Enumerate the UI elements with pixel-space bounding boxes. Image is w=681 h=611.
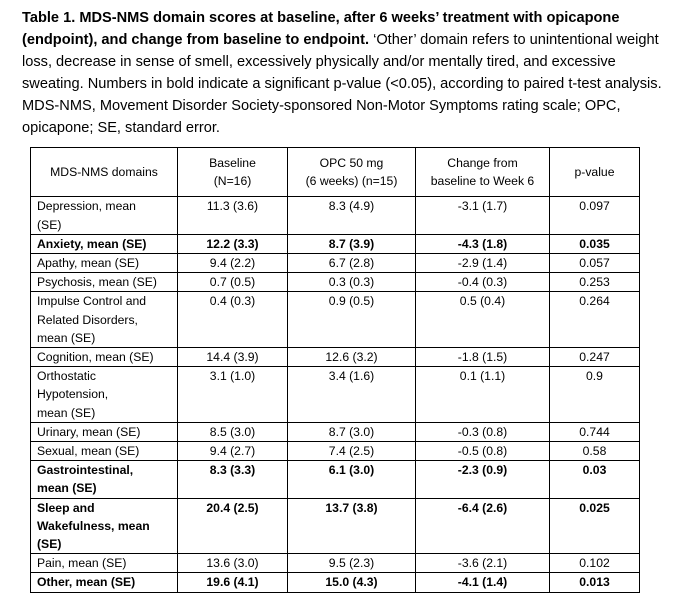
cell-domain <box>31 554 178 573</box>
cell-pvalue: 0.097 <box>550 197 640 234</box>
domain-label: (SE) <box>37 217 62 232</box>
header-text: (N=16) <box>213 174 252 189</box>
table-row <box>31 367 640 423</box>
cell-domain <box>31 498 178 554</box>
cell-change: -3.6 (2.1) <box>416 554 550 573</box>
cell-domain <box>31 442 178 461</box>
header-text: p-value <box>574 165 615 180</box>
table-row <box>31 273 640 292</box>
cell-change: -1.8 (1.5) <box>416 348 550 367</box>
domain-label: mean (SE) <box>37 405 96 420</box>
cell-baseline: 11.3 (3.6) <box>178 197 288 234</box>
cell-pvalue: 0.035 <box>550 234 640 253</box>
cell-baseline: 12.2 (3.3) <box>178 234 288 253</box>
cell-opc: 8.3 (4.9) <box>288 197 416 234</box>
cell-domain <box>31 367 178 423</box>
table-row <box>31 197 640 234</box>
domain-label: Other, mean (SE) <box>37 575 136 590</box>
cell-opc: 8.7 (3.9) <box>288 234 416 253</box>
domain-label: mean (SE) <box>37 330 96 345</box>
cell-domain <box>31 461 178 498</box>
header-change <box>416 148 550 197</box>
cell-pvalue: 0.102 <box>550 554 640 573</box>
cell-baseline: 0.4 (0.3) <box>178 292 288 348</box>
cell-domain <box>31 292 178 348</box>
cell-opc: 7.4 (2.5) <box>288 442 416 461</box>
cell-opc: 15.0 (4.3) <box>288 573 416 592</box>
cell-baseline: 0.7 (0.5) <box>178 273 288 292</box>
cell-opc: 3.4 (1.6) <box>288 367 416 423</box>
table-row <box>31 573 640 592</box>
domain-label: Pain, mean (SE) <box>37 556 127 571</box>
domain-label: Cognition, mean (SE) <box>37 350 154 365</box>
cell-change: -3.1 (1.7) <box>416 197 550 234</box>
domain-label: Anxiety, mean (SE) <box>37 236 147 251</box>
cell-change: -0.3 (0.8) <box>416 422 550 441</box>
table-header-row <box>31 148 640 197</box>
cell-domain <box>31 273 178 292</box>
cell-pvalue: 0.025 <box>550 498 640 554</box>
table-body <box>31 197 640 592</box>
table-row <box>31 461 640 498</box>
domain-label: Psychosis, mean (SE) <box>37 275 157 290</box>
domain-label: Impulse Control and <box>37 294 147 309</box>
cell-baseline: 9.4 (2.2) <box>178 254 288 273</box>
domain-label: Orthostatic <box>37 369 96 384</box>
caption-body: ‘Other’ domain refers to unintentional weight loss, decrease in sense of smell, excessively physically and/or mentally tired, and excessive sweating. Numbers in bold indicate a significant p-value (<0.05), according to paired t-test analysis. MDS-NMS, Movement Disorder Society-sponsored Non-Motor Symptoms rating scale; OPC, opicapone; SE, standard error. <box>22 32 662 136</box>
domain-label: Depression, mean <box>37 199 136 214</box>
cell-change: -4.3 (1.8) <box>416 234 550 253</box>
table-row <box>31 442 640 461</box>
table-row <box>31 254 640 273</box>
cell-opc: 9.5 (2.3) <box>288 554 416 573</box>
cell-pvalue: 0.013 <box>550 573 640 592</box>
cell-pvalue: 0.057 <box>550 254 640 273</box>
cell-domain <box>31 234 178 253</box>
cell-opc: 13.7 (3.8) <box>288 498 416 554</box>
header-text: Baseline <box>209 156 256 170</box>
header-baseline <box>178 148 288 197</box>
domain-label: Apathy, mean (SE) <box>37 256 140 271</box>
table-caption <box>22 7 662 139</box>
cell-pvalue: 0.58 <box>550 442 640 461</box>
table-row <box>31 554 640 573</box>
cell-domain <box>31 348 178 367</box>
cell-change: -0.4 (0.3) <box>416 273 550 292</box>
domain-label: Urinary, mean (SE) <box>37 424 141 439</box>
cell-pvalue: 0.264 <box>550 292 640 348</box>
cell-pvalue: 0.253 <box>550 273 640 292</box>
header-text: Change from <box>447 156 518 170</box>
cell-domain <box>31 573 178 592</box>
cell-change: -0.5 (0.8) <box>416 442 550 461</box>
cell-pvalue: 0.744 <box>550 422 640 441</box>
domain-label: Wakefulness, mean <box>37 518 150 533</box>
cell-opc: 6.7 (2.8) <box>288 254 416 273</box>
cell-baseline: 13.6 (3.0) <box>178 554 288 573</box>
domain-label: Hypotension, <box>37 387 109 402</box>
header-pvalue <box>550 148 640 197</box>
cell-baseline: 8.5 (3.0) <box>178 422 288 441</box>
cell-baseline: 14.4 (3.9) <box>178 348 288 367</box>
table-row <box>31 348 640 367</box>
cell-change: 0.5 (0.4) <box>416 292 550 348</box>
cell-domain <box>31 197 178 234</box>
header-text: (6 weeks) (n=15) <box>305 174 398 189</box>
cell-baseline: 3.1 (1.0) <box>178 367 288 423</box>
cell-change: -2.9 (1.4) <box>416 254 550 273</box>
cell-domain <box>31 254 178 273</box>
cell-change: -4.1 (1.4) <box>416 573 550 592</box>
nms-domain-table <box>30 147 640 593</box>
cell-pvalue: 0.247 <box>550 348 640 367</box>
domain-label: (SE) <box>37 537 62 552</box>
table-row <box>31 234 640 253</box>
caption-title: Table 1. MDS-NMS domain scores at baseline, after 6 weeks’ treatment with opicapone (endpoint), and change from baseline to endpoint. <box>22 10 620 48</box>
cell-change: -6.4 (2.6) <box>416 498 550 554</box>
cell-opc: 0.9 (0.5) <box>288 292 416 348</box>
cell-domain <box>31 422 178 441</box>
header-domains <box>31 148 178 197</box>
cell-change: -2.3 (0.9) <box>416 461 550 498</box>
cell-pvalue: 0.03 <box>550 461 640 498</box>
cell-baseline: 19.6 (4.1) <box>178 573 288 592</box>
table-row <box>31 498 640 554</box>
cell-baseline: 20.4 (2.5) <box>178 498 288 554</box>
header-opc <box>288 148 416 197</box>
cell-opc: 8.7 (3.0) <box>288 422 416 441</box>
domain-label: Sexual, mean (SE) <box>37 444 140 459</box>
table-row <box>31 422 640 441</box>
cell-opc: 12.6 (3.2) <box>288 348 416 367</box>
domain-label: mean (SE) <box>37 481 97 496</box>
table-row <box>31 292 640 348</box>
cell-baseline: 9.4 (2.7) <box>178 442 288 461</box>
cell-opc: 0.3 (0.3) <box>288 273 416 292</box>
domain-label: Sleep and <box>37 500 95 515</box>
cell-pvalue: 0.9 <box>550 367 640 423</box>
domain-label: Gastrointestinal, <box>37 463 134 478</box>
header-text: baseline to Week 6 <box>430 174 535 189</box>
header-text: MDS-NMS domains <box>50 165 158 180</box>
header-text: OPC 50 mg <box>319 156 384 170</box>
cell-baseline: 8.3 (3.3) <box>178 461 288 498</box>
cell-change: 0.1 (1.1) <box>416 367 550 423</box>
cell-opc: 6.1 (3.0) <box>288 461 416 498</box>
domain-label: Related Disorders, <box>37 312 138 327</box>
